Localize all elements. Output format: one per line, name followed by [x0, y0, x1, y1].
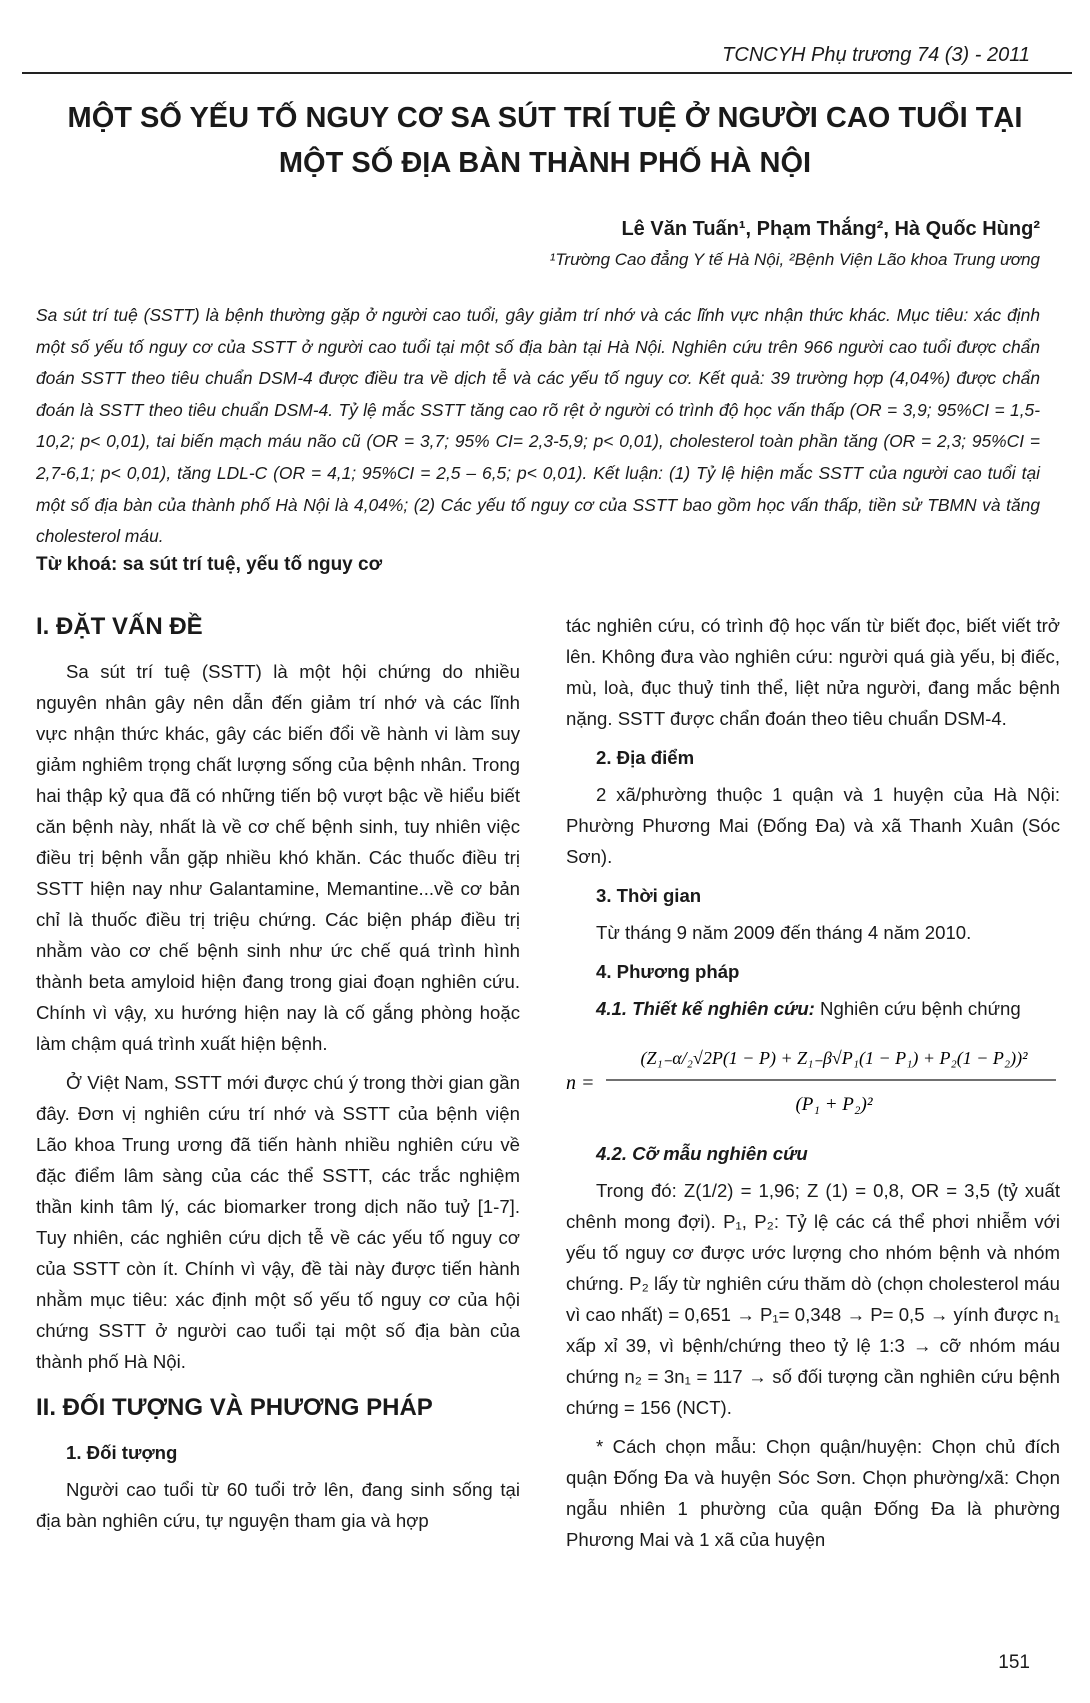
intro-paragraph-2: Ở Việt Nam, SSTT mới được chú ý trong thời gian gần đây. Đơn vị nghiên cứu trí nhớ và SSTT của bệnh viện Lão khoa Trung ương đã tiến hành nhiều nghiên cứu về đặc điểm lâm sàng của các thể SSTT, các trắc nghiệm thần kinh tâm lý, các biomarker trong dịch não tuỷ [1-7]. Tuy nhiên, các nghiên cứu dịch tễ về các yếu tố nguy cơ của SSTT còn ít. Chính vì vậy, đề tài này được tiến hành nhằm mục tiêu: xác định một số yếu tố nguy cơ của hội chứng SSTT ở người cao tuổi tại một số địa bàn của thành phố Hà Nội. [36, 1072, 520, 1372]
subheading-location: 2. Địa điểm [596, 747, 695, 768]
formula-svg [566, 1034, 1060, 1130]
running-head: TCNCYH Phụ trương 74 (3) - 2011 [722, 44, 1030, 66]
title-line-2: MỘT SỐ ĐỊA BÀN THÀNH PHỐ HÀ NỘI [278, 147, 812, 179]
author-list: Lê Văn Tuấn¹, Phạm Thắng², Hà Quốc Hùng² [621, 218, 1040, 240]
time-paragraph: Từ tháng 9 năm 2009 đến tháng 4 năm 2010. [596, 922, 972, 943]
study-design-label: 4.1. Thiết kế nghiên cứu: [596, 998, 815, 1019]
right-column [566, 610, 1060, 1563]
affiliations: ¹Trường Cao đẳng Y tế Hà Nội, ²Bệnh Viện Lão khoa Trung ương [549, 250, 1040, 269]
subheading-time: 3. Thời gian [596, 885, 702, 906]
subheading-method: 4. Phương pháp [596, 961, 740, 982]
intro-paragraph-1: Sa sút trí tuệ (SSTT) là một hội chứng do nhiều nguyên nhân gây nên dẫn đến giảm trí nhớ và các lĩnh vực nhận thức khác, gây các biến đổi về hành vi làm suy giảm nghiêm trọng chất lượng sống của bệnh nhân. Trong hai thập kỷ qua đã có những tiến bộ vượt bậc về hiểu biết căn bệnh này, nhất là về cơ chế bệnh sinh, tuy nhiên việc điều trị bệnh vẫn gặp nhiều khó khăn. Các thuốc điều trị SSTT hiện nay như Galantamine, Memantine...về cơ bản chỉ là thuốc điều trị triệu chứng. Các biện pháp điều trị nhằm vào cơ chế bệnh sinh như ức chế quá trình hình thành beta amyloid hiện đang trong giai đoạn nghiên cứu. Chính vì vậy, xu hướng hiện nay là cố gắng phòng hoặc làm chậm quá trình xuất hiện bệnh. [36, 661, 520, 1054]
article-title [0, 96, 1090, 186]
subjects-paragraph: Người cao tuổi từ 60 tuổi trở lên, đang sinh sống tại địa bàn nghiên cứu, tự nguyện tham gia và hợp [36, 1479, 520, 1531]
formula-denominator: (P₁ + P₂)² [795, 1094, 873, 1115]
location-paragraph: 2 xã/phường thuộc 1 quận và 1 huyện của Hà Nội: Phường Phương Mai (Đống Đa) và xã Thanh Xuân (Sóc Sơn). [566, 784, 1060, 867]
subjects-paragraph-cont: tác nghiên cứu, có trình độ học vấn từ biết đọc, biết viết trở lên. Không đưa vào nghiên cứu: người quá già yếu, bị điếc, mù, loà, đục thuỷ tinh thể, liệt nửa người, đang mắc bệnh nặng. SSTT được chẩn đoán theo tiêu chuẩn DSM-4. [566, 615, 1060, 729]
sampling-paragraph: * Cách chọn mẫu: Chọn quận/huyện: Chọn chủ đích quận Đống Đa và huyện Sóc Sơn. Chọn phường/xã: Chọn ngẫu nhiên 1 phường của quận Đống Đa là phường Phương Mai và 1 xã của huyện [566, 1436, 1060, 1550]
sample-size-formula [566, 1034, 1060, 1130]
formula-numerator: (Z₁₋α/₂√2P(1 − P) + Z₁₋β√P₁(1 − P₁) + P₂(1 − P₂))² [640, 1048, 1028, 1068]
header-rule [22, 72, 1072, 74]
left-column [36, 610, 520, 1544]
keywords: Từ khoá: sa sút trí tuệ, yếu tố nguy cơ [36, 554, 383, 575]
study-design-line [596, 993, 1060, 1024]
section-heading-methods: II. ĐỐI TƯỢNG VÀ PHƯƠNG PHÁP [36, 1394, 433, 1421]
subheading-subjects: 1. Đối tượng [66, 1442, 178, 1463]
abstract: Sa sút trí tuệ (SSTT) là bệnh thường gặp ở người cao tuổi, gây giảm trí nhớ và các lĩnh vực nhận thức khác. Mục tiêu: xác định một số yếu tố nguy cơ của SSTT ở người cao tuổi tại một số địa bàn tại Hà Nội. Nghiên cứu trên 966 người cao tuổi được chẩn đoán SSTT theo tiêu chuẩn DSM-4 được điều tra về dịch tễ và các yếu tố nguy cơ. Kết quả: 39 trường hợp (4,04%) được chẩn đoán là SSTT theo tiêu chuẩn DSM-4. Tỷ lệ mắc SSTT tăng cao rõ rệt ở người có trình độ học vấn thấp (OR = 3,9; 95%CI = 1,5-10,2; p< 0,01), tai biến mạch máu não cũ (OR = 3,7; 95% CI= 2,3-5,9; p< 0,01), cholesterol toàn phần tăng (OR = 2,3; 95%CI = 2,7-6,1; p< 0,01), tăng LDL-C (OR = 4,1; 95%CI = 2,5 – 6,5; p< 0,01). Kết luận: (1) Tỷ lệ hiện mắc SSTT của người cao tuổi tại một số địa bàn của thành phố Hà Nội là 4,04%; (2) Các yếu tố nguy cơ của SSTT bao gồm học vấn thấp, tiền sử TBMN và tăng cholesterol máu. [36, 305, 1040, 547]
page-number: 151 [998, 1652, 1030, 1673]
subheading-sample-size: 4.2. Cỡ mẫu nghiên cứu [596, 1143, 808, 1164]
title-line-1: MỘT SỐ YẾU TỐ NGUY CƠ SA SÚT TRÍ TUỆ Ở NGƯỜI CAO TUỔI TẠI [67, 102, 1023, 134]
formula-lhs: n = [566, 1072, 595, 1094]
sample-size-paragraph: Trong đó: Z(1/2) = 1,96; Z (1) = 0,8, OR = 3,5 (tỷ xuất chênh mong đợi). P₁, P₂: Tỷ lệ các cá thể phơi nhiễm với yếu tố nguy cơ được ước lượng cho nhóm bệnh và nhóm chứng. P₂ lấy từ nghiên cứu thăm dò (chọn cholesterol máu vì cao nhất) = 0,651 → P₁= 0,348 → P= 0,5 → yính được n₁ xấp xỉ 39, vì bệnh/chứng theo tỷ lệ 1:3 → cỡ nhóm máu chứng n₂ = 3n₁ = 117 → số đối tượng cần nghiên cứu bệnh chứng = 156 (NCT). [566, 1180, 1060, 1418]
study-design-text: Nghiên cứu bệnh chứng [814, 998, 1021, 1019]
section-heading-intro: I. ĐẶT VẤN ĐỀ [36, 613, 203, 640]
